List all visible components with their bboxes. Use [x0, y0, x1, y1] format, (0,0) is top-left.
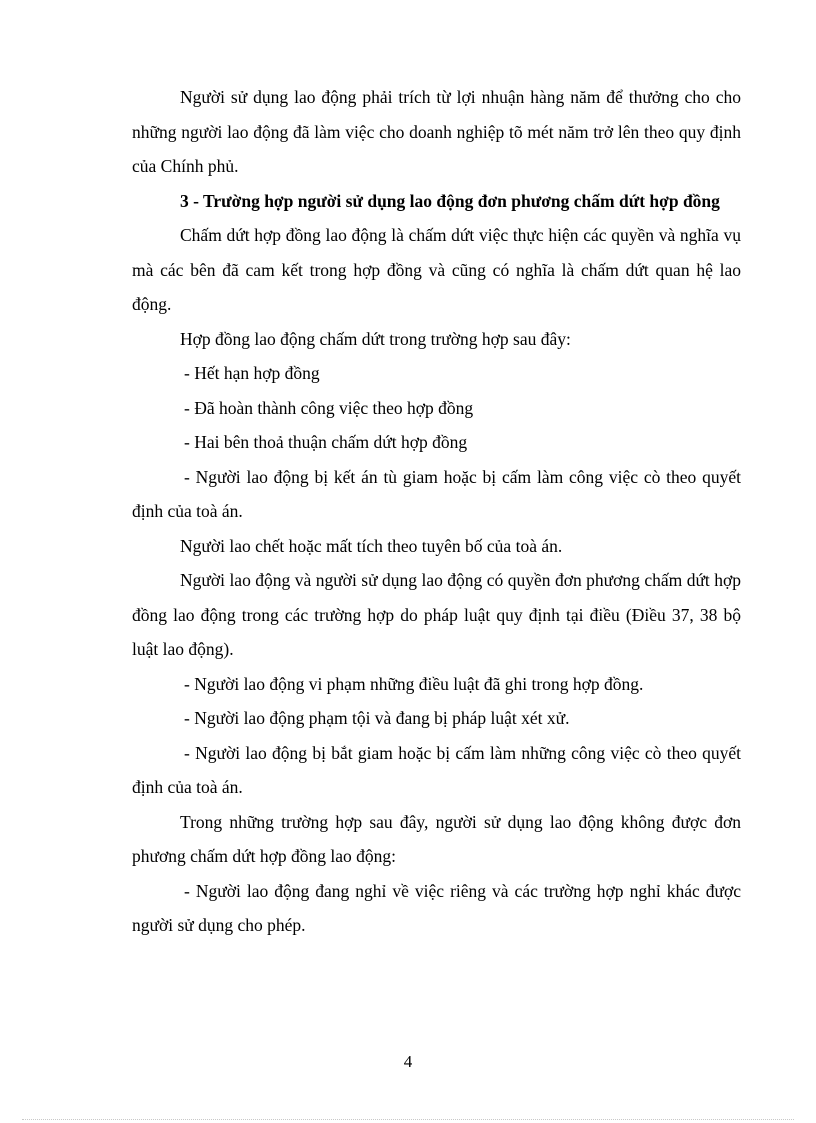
list-item: - Người lao động vi phạm những điều luật đã ghi trong hợp đồng.	[184, 673, 644, 694]
list-item: - Đã hoàn thành công việc theo hợp đồng	[184, 397, 474, 418]
page-number: 4	[403, 1052, 413, 1071]
list-item: - Hết hạn hợp đồng	[184, 363, 320, 383]
paragraph-unilateral-right: Người lao động và người sử dụng lao động có quyền đơn phương chấm dứt hợp đồng lao động trong các trường hợp do pháp luật quy định tại điều (Điều 37, 38 bộ luật lao động).	[132, 570, 741, 659]
list-item: - Hai bên thoả thuận chấm dứt hợp đồng	[184, 432, 468, 452]
paragraph-cases-intro: Hợp đồng lao động chấm dứt trong trường hợp sau đây:	[180, 328, 571, 349]
paragraph-prohibited-cases: Trong những trường hợp sau đây, người sử dụng lao động không được đơn phương chấm dứt hợp đồng lao động:	[132, 811, 741, 866]
paragraph-definition: Chấm dứt hợp đồng lao động là chấm dứt việc thực hiện các quyền và nghĩa vụ mà các bên đã cam kết trong hợp đồng và cũng có nghĩa là chấm dứt quan hệ lao động.	[132, 225, 741, 314]
paragraph-death: Người lao chết hoặc mất tích theo tuyên bố của toà án.	[180, 535, 563, 556]
list-item: - Người lao động phạm tội và đang bị pháp luật xét xử.	[184, 708, 570, 728]
list-item: - Người lao động bị bắt giam hoặc bị cấm làm những công việc cò theo quyết định của toà án.	[132, 742, 741, 797]
paragraph-bonus: Người sử dụng lao động phải trích từ lợi nhuận hàng năm để thưởng cho cho những người lao động đã làm việc cho doanh nghiệp tõ mét năm trở lên theo quy định của Chính phủ.	[132, 87, 741, 176]
list-item: - Người lao động đang nghỉ về việc riêng và các trường hợp nghỉ khác được người sử dụng cho phép.	[132, 880, 741, 935]
body-text	[132, 80, 741, 943]
list-item: - Người lao động bị kết án tù giam hoặc bị cấm làm công việc cò theo quyết định của toà án.	[132, 466, 741, 521]
page-bottom-divider	[22, 1119, 794, 1120]
section-heading: 3 - Trường hợp người sử dụng lao động đơn phương chấm dứt hợp đồng	[180, 190, 720, 211]
